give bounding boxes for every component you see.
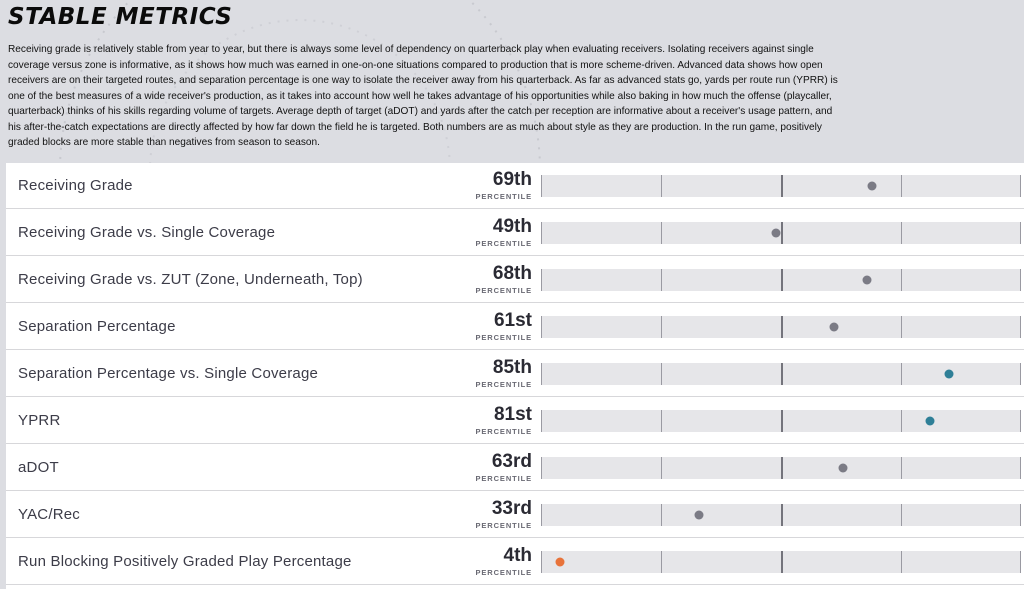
metric-row bbox=[6, 210, 1024, 256]
description-paragraph: Receiving grade is relatively stable from year to year, but there is always some level of dependency on quarterback play when evaluating receivers. Isolating receivers against single coverage versus zone is informative, as it shows how much was earned in one-on-one situations compared to production that is more scheme-driven. Advanced data shows how open receivers are on their targeted routes, and separation percentage is one way to isolate the receiver away from his quarterback. As far as advanced stats go, yards per route run (YPRR) is one of the best measures of a wide receiver's production, as it takes into account how well he takes advantage of his opportunities while also baking in how much the offense (playcaller, quarterback) thinks of his skills regarding volume of targets. Average depth of target (aDOT) and yards after the catch per reception are informative about a receiver's usage pattern, and his after-the-catch expectations are directly affected by how far down the field he is targeted. Both numbers are as much about style as they are production. In the run game, positively graded blocks are more stable than negatives from season to season. bbox=[8, 44, 838, 148]
gridline bbox=[1020, 410, 1021, 432]
percentile-value: 49th bbox=[492, 216, 532, 237]
percentile-block bbox=[446, 545, 532, 578]
metric-label: Separation Percentage bbox=[18, 318, 176, 335]
metric-label: Receiving Grade vs. ZUT (Zone, Underneath, Top) bbox=[18, 271, 363, 288]
gridline bbox=[541, 175, 542, 197]
gridline bbox=[781, 175, 783, 197]
percentile-track bbox=[541, 504, 1021, 526]
gridline bbox=[781, 269, 783, 291]
metric-row bbox=[6, 445, 1024, 491]
gridline bbox=[781, 316, 783, 338]
percentile-track bbox=[541, 551, 1021, 573]
percentile-caption: PERCENTILE bbox=[475, 286, 532, 295]
percentile-value: 61st bbox=[493, 310, 532, 331]
percentile-track bbox=[541, 316, 1021, 338]
gridline bbox=[1020, 222, 1021, 244]
percentile-value: 85th bbox=[492, 357, 532, 378]
gridline bbox=[541, 269, 542, 291]
percentile-caption: PERCENTILE bbox=[475, 474, 532, 483]
gridline bbox=[661, 175, 662, 197]
gridline bbox=[661, 222, 662, 244]
metric-row bbox=[6, 398, 1024, 444]
gridline bbox=[781, 457, 783, 479]
metric-label: YAC/Rec bbox=[18, 506, 80, 523]
metrics-table bbox=[6, 163, 1024, 589]
percentile-track bbox=[541, 175, 1021, 197]
percentile-dot bbox=[945, 370, 954, 379]
percentile-caption: PERCENTILE bbox=[475, 521, 532, 530]
gridline bbox=[901, 269, 902, 291]
metric-label: Separation Percentage vs. Single Coverage bbox=[18, 365, 319, 382]
percentile-dot bbox=[868, 182, 877, 191]
gridline bbox=[901, 457, 902, 479]
percentile-track bbox=[541, 269, 1021, 291]
gridline bbox=[1020, 316, 1021, 338]
percentile-dot bbox=[925, 417, 934, 426]
gridline bbox=[541, 504, 542, 526]
percentile-block bbox=[446, 263, 532, 296]
gridline bbox=[1020, 175, 1021, 197]
percentile-dot bbox=[863, 276, 872, 285]
gridline bbox=[781, 363, 783, 385]
gridline bbox=[901, 222, 902, 244]
gridline bbox=[541, 222, 542, 244]
gridline bbox=[661, 269, 662, 291]
percentile-track bbox=[541, 457, 1021, 479]
metric-label: aDOT bbox=[18, 459, 59, 476]
gridline bbox=[1020, 551, 1021, 573]
gridline bbox=[541, 410, 542, 432]
gridline bbox=[901, 410, 902, 432]
gridline bbox=[901, 316, 902, 338]
percentile-value: 68th bbox=[492, 263, 532, 284]
gridline bbox=[541, 363, 542, 385]
gridline bbox=[541, 316, 542, 338]
gridline bbox=[661, 551, 662, 573]
gridline bbox=[661, 316, 662, 338]
percentile-track bbox=[541, 363, 1021, 385]
metric-row bbox=[6, 257, 1024, 303]
percentile-caption: PERCENTILE bbox=[475, 192, 532, 201]
percentile-value: 33rd bbox=[491, 498, 532, 519]
metric-label: Receiving Grade vs. Single Coverage bbox=[18, 224, 276, 241]
percentile-value: 4th bbox=[503, 545, 532, 566]
gridline bbox=[661, 457, 662, 479]
gridline bbox=[781, 551, 783, 573]
percentile-caption: PERCENTILE bbox=[475, 380, 532, 389]
gridline bbox=[541, 551, 542, 573]
percentile-block bbox=[446, 357, 532, 390]
percentile-caption: PERCENTILE bbox=[475, 333, 532, 342]
metric-row bbox=[6, 304, 1024, 350]
metric-label: YPRR bbox=[18, 412, 61, 429]
percentile-block bbox=[446, 310, 532, 343]
percentile-value: 63rd bbox=[491, 451, 532, 472]
percentile-dot bbox=[695, 511, 704, 520]
percentile-block bbox=[446, 404, 532, 437]
gridline bbox=[1020, 504, 1021, 526]
gridline bbox=[1020, 457, 1021, 479]
percentile-caption: PERCENTILE bbox=[475, 427, 532, 436]
percentile-block bbox=[446, 451, 532, 484]
percentile-dot bbox=[839, 464, 848, 473]
gridline bbox=[901, 363, 902, 385]
percentile-track bbox=[541, 410, 1021, 432]
metric-row bbox=[6, 539, 1024, 585]
percentile-caption: PERCENTILE bbox=[475, 239, 532, 248]
gridline bbox=[901, 551, 902, 573]
gridline bbox=[1020, 269, 1021, 291]
percentile-block bbox=[446, 498, 532, 531]
percentile-value: 81st bbox=[493, 404, 532, 425]
metric-row bbox=[6, 351, 1024, 397]
gridline bbox=[781, 410, 783, 432]
metric-row bbox=[6, 492, 1024, 538]
metric-label: Receiving Grade bbox=[18, 177, 133, 194]
gridline bbox=[541, 457, 542, 479]
metric-label: Run Blocking Positively Graded Play Percentage bbox=[18, 553, 352, 570]
percentile-dot bbox=[772, 229, 781, 238]
gridline bbox=[661, 410, 662, 432]
gridline bbox=[661, 363, 662, 385]
percentile-caption: PERCENTILE bbox=[475, 568, 532, 577]
metric-row bbox=[6, 163, 1024, 209]
gridline bbox=[901, 504, 902, 526]
page-title: STABLE METRICS bbox=[8, 4, 233, 30]
gridline bbox=[781, 222, 783, 244]
gridline bbox=[901, 175, 902, 197]
gridline bbox=[1020, 363, 1021, 385]
percentile-dot bbox=[556, 558, 565, 567]
gridline bbox=[781, 504, 783, 526]
percentile-block bbox=[446, 169, 532, 202]
percentile-track bbox=[541, 222, 1021, 244]
percentile-value: 69th bbox=[492, 169, 532, 190]
gridline bbox=[661, 504, 662, 526]
percentile-block bbox=[446, 216, 532, 249]
percentile-dot bbox=[829, 323, 838, 332]
